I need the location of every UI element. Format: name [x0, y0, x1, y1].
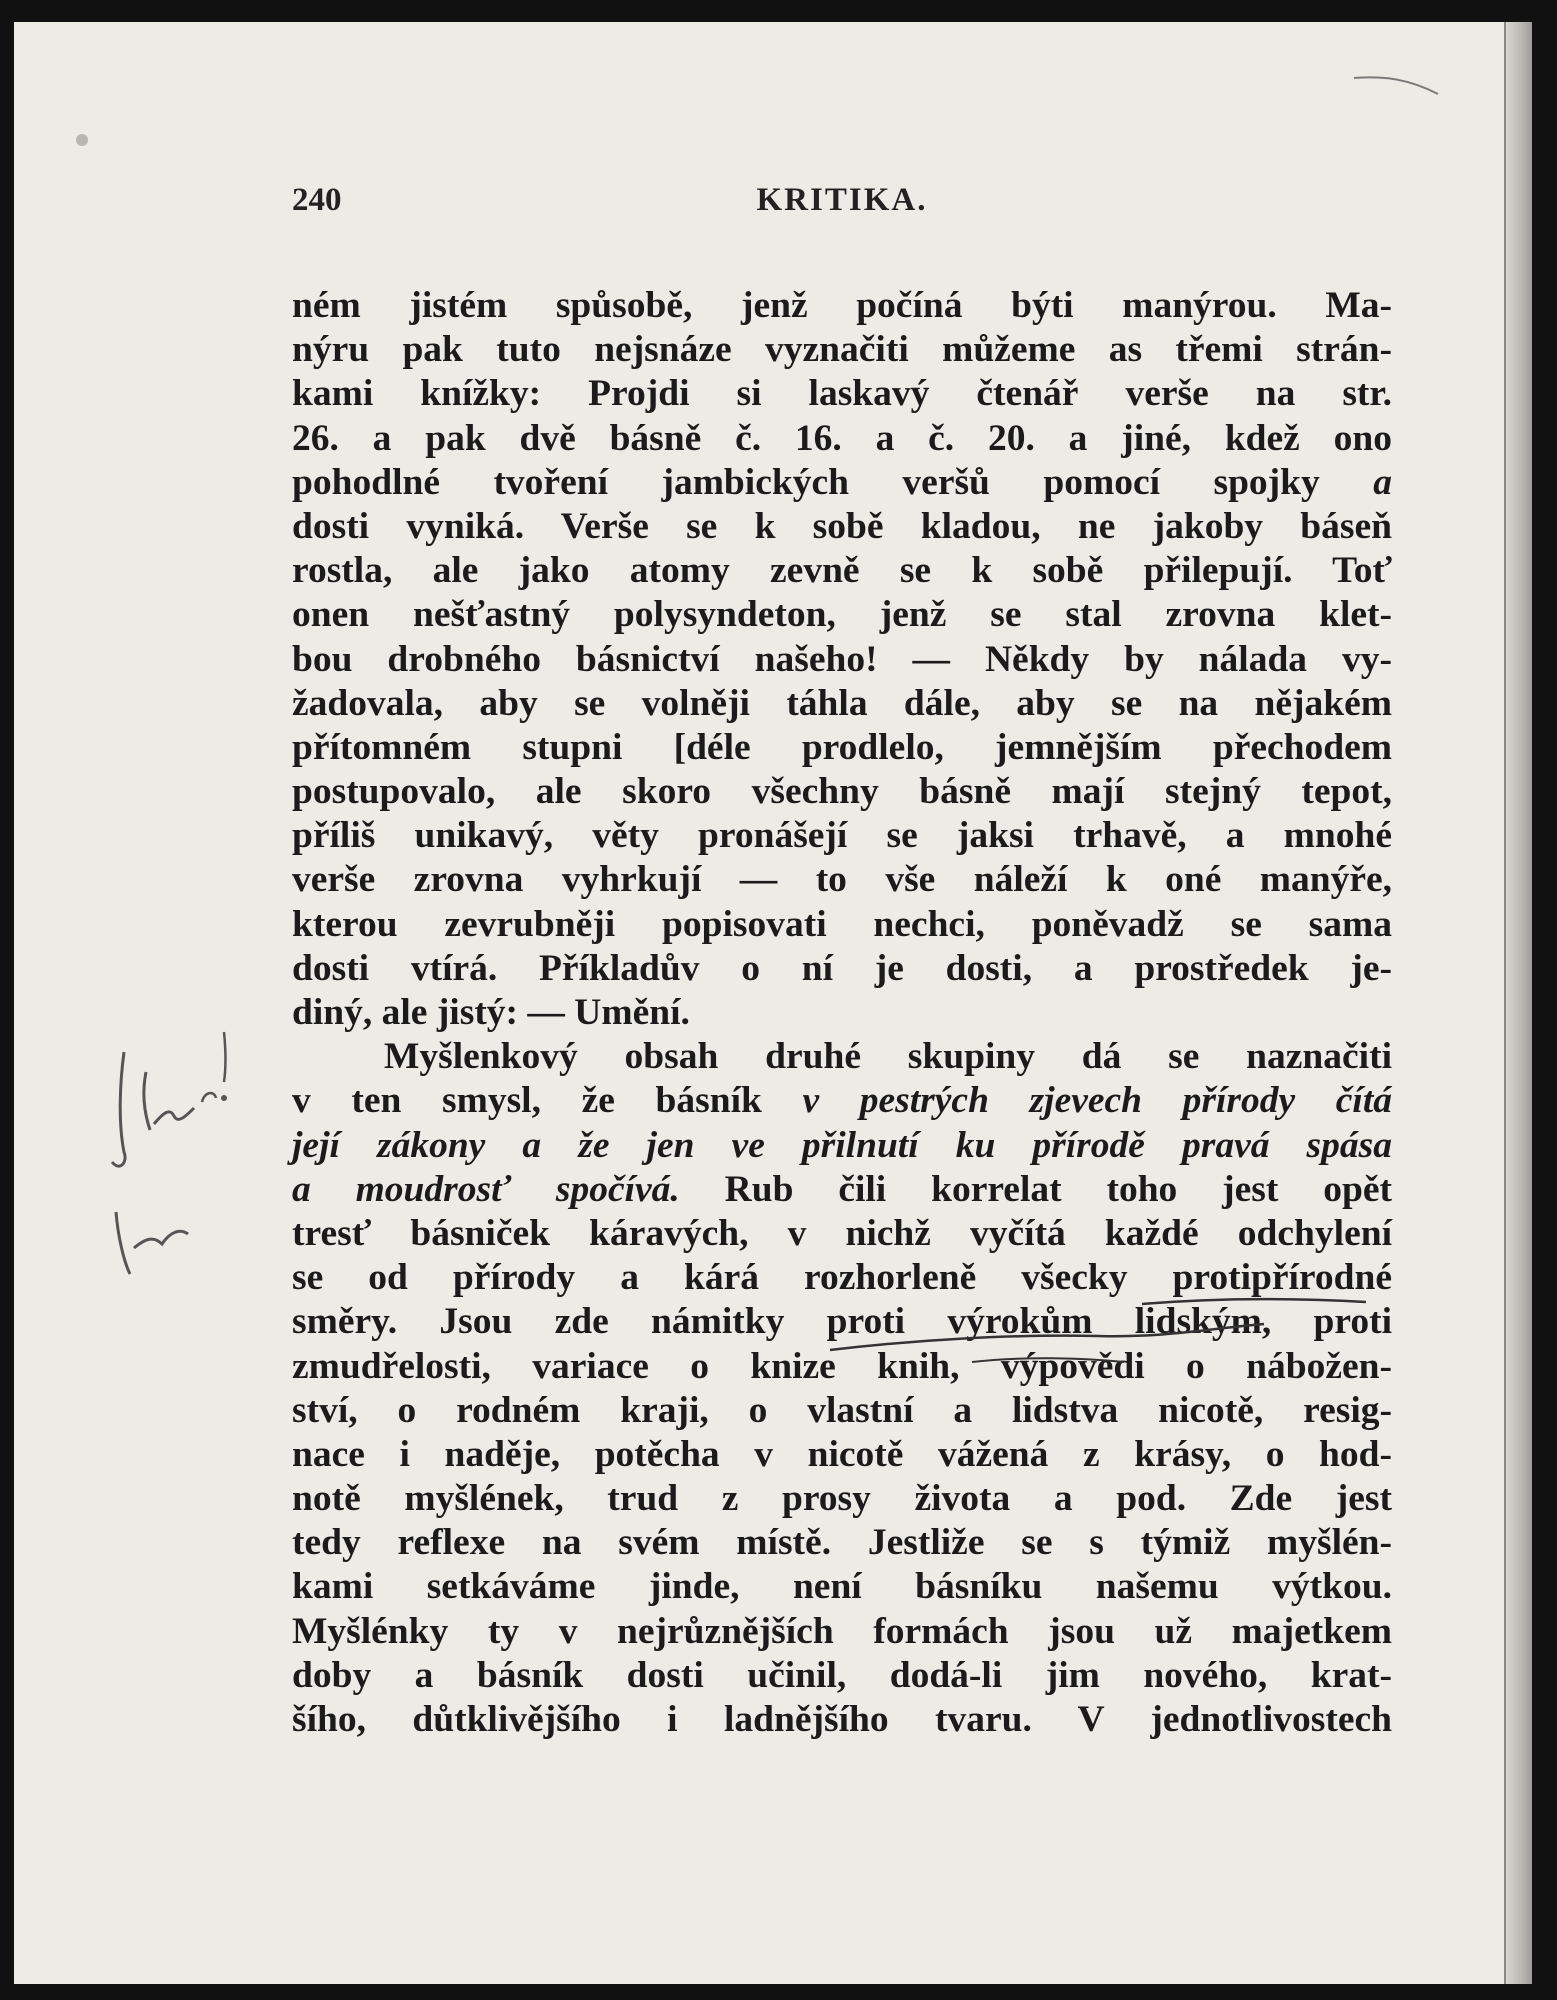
body-text — [292, 284, 1392, 1742]
text-line — [292, 1079, 1392, 1123]
text-line: se od přírody a kárá rozhorleně všecky protipřírodné — [292, 1257, 1392, 1299]
text-line: přítomném stupni [déle prodlelo, jemnějším přechodem — [292, 726, 1392, 768]
text-line: kami knížky: Projdi si laskavý čtenář verše na str. — [292, 373, 1392, 415]
text-line: nýru pak tuto nejsnáze vyznačiti můžeme as třemi strán- — [292, 329, 1392, 371]
text-run: v ten smysl, že básník — [292, 1080, 803, 1122]
text-line: dosti vyniká. Verše se k sobě kladou, ne jakoby báseň — [292, 505, 1392, 547]
text-line — [292, 461, 1392, 505]
text-line: zmudřelosti, variace o knize knih, výpovědi o nábožen- — [292, 1345, 1392, 1387]
text-line: žadovala, aby se volněji táhla dále, aby se na nějakém — [292, 682, 1392, 724]
handwritten-margin-note — [94, 1012, 284, 1302]
italic-phrase: a moudrosť spočívá. — [292, 1168, 680, 1210]
text-line: rostla, ale jako atomy zevně se k sobě přilepují. Toť — [292, 550, 1392, 592]
book-spine-edge — [1504, 22, 1532, 1984]
text-line: onen nešťastný polysyndeton, jenž se stal zrovna klet- — [292, 594, 1392, 636]
text-line: směry. Jsou zde námitky proti výrokům lidským, proti — [292, 1301, 1392, 1343]
italic-line: její zákony a že jen ve přilnutí ku přírodě pravá spása — [292, 1124, 1392, 1166]
text-line: tedy reflexe na svém místě. Jestliže se s týmiž myšlén- — [292, 1522, 1392, 1564]
running-title: KRITIKA. — [756, 182, 928, 218]
page-number: 240 — [292, 182, 342, 218]
text-line: ném jistém spůsobě, jenž počíná býti manýrou. Ma- — [292, 285, 1392, 326]
italic-word: a — [1373, 461, 1392, 503]
text-line — [292, 1168, 1392, 1212]
text-line: doby a básník dosti učinil, dodá-li jim nového, krat- — [292, 1654, 1392, 1696]
paragraph-first-line: Myšlenkový obsah druhé skupiny dá se naznačiti — [384, 1036, 1392, 1078]
pencil-stroke-mark — [1352, 72, 1440, 98]
text-line: tresť básniček káravých, v nichž vyčítá každé odchylení — [292, 1212, 1392, 1254]
text-line: příliš unikavý, věty pronášejí se jaksi trhavě, a mnohé — [292, 815, 1392, 857]
text-line: šího, důtklivějšího i ladnějšího tvaru. V jednotlivostech — [292, 1699, 1392, 1740]
text-line: ství, o rodném kraji, o vlastní a lidstva nicotě, resig- — [292, 1389, 1392, 1431]
book-page — [14, 22, 1532, 1984]
text-run: pohodlné tvoření jambických veršů pomocí spojky — [292, 461, 1374, 503]
italic-phrase: v pestrých zjevech přírody čítá — [802, 1080, 1393, 1122]
text-line: nace i naděje, potěcha v nicotě vážená z krásy, o hod- — [292, 1433, 1392, 1475]
text-line: verše zrovna vyhrkují — to vše náleží k oné manýře, — [292, 859, 1392, 901]
page-header — [292, 182, 1392, 232]
text-line: notě myšlének, trud z prosy života a pod. Zde jest — [292, 1478, 1392, 1520]
text-line: diný, ale jistý: — Umění. — [292, 992, 690, 1033]
text-line: Myšlénky ty v nejrůznějších formách jsou už majetkem — [292, 1610, 1392, 1652]
text-line: postupovalo, ale skoro všechny básně mají stejný tepot, — [292, 771, 1392, 813]
paper-speck — [76, 134, 88, 146]
margin-note-text: Jehož! le… — [94, 1012, 99, 1013]
text-line: kami setkáváme jinde, není básníku našemu výtkou. — [292, 1566, 1392, 1608]
text-line: 26. a pak dvě básně č. 16. a č. 20. a jiné, kdež ono — [292, 417, 1392, 459]
text-run: Rub čili korrelat toho jest opět — [679, 1168, 1392, 1210]
text-line: bou drobného básnictví našeho! — Někdy by nálada vy- — [292, 638, 1392, 680]
text-line: kterou zevrubněji popisovati nechci, poněvadž se sama — [292, 903, 1392, 945]
text-line: dosti vtírá. Příkladův o ní je dosti, a prostředek je- — [292, 947, 1392, 989]
